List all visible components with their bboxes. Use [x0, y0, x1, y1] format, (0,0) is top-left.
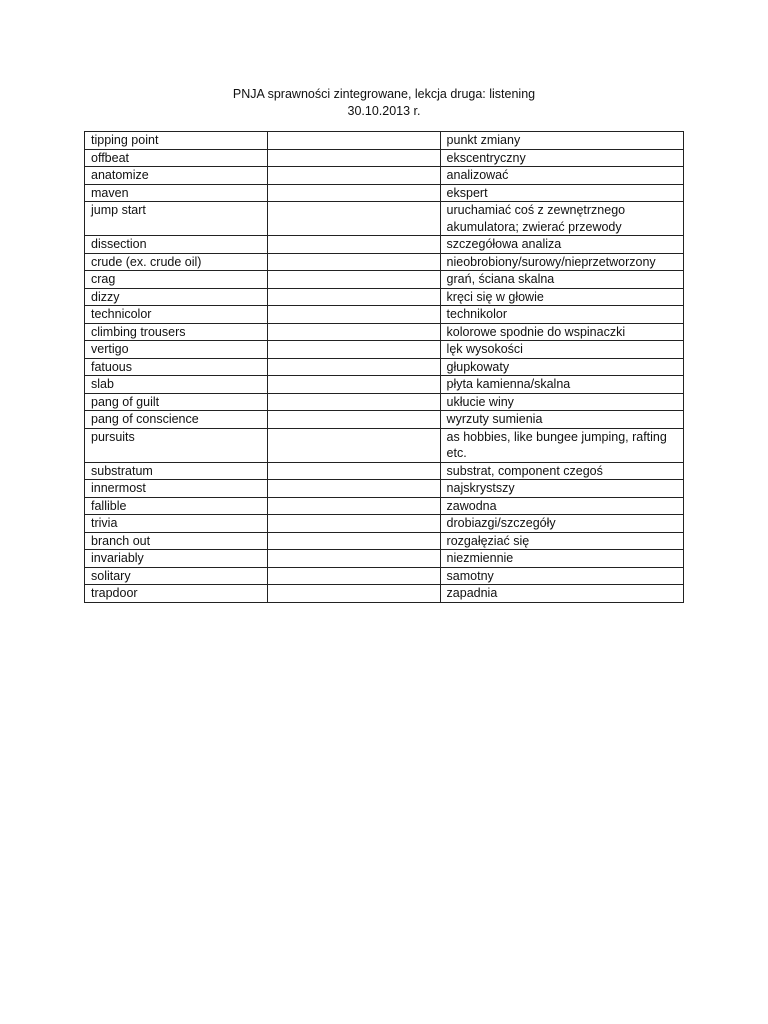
- table-row: [85, 585, 684, 603]
- blank-cell: [267, 341, 440, 359]
- blank-cell: [267, 550, 440, 568]
- translation-cell: grań, ściana skalna: [440, 271, 683, 289]
- term-cell: dissection: [85, 236, 268, 254]
- table-row: [85, 132, 684, 150]
- table-row: [85, 428, 684, 462]
- blank-cell: [267, 393, 440, 411]
- translation-cell: niezmiennie: [440, 550, 683, 568]
- translation-cell: kręci się w głowie: [440, 288, 683, 306]
- term-cell: dizzy: [85, 288, 268, 306]
- table-row: [85, 462, 684, 480]
- table-row: [85, 184, 684, 202]
- document-date: 30.10.2013 r.: [347, 104, 421, 118]
- blank-cell: [267, 428, 440, 462]
- term-cell: vertigo: [85, 341, 268, 359]
- table-row: [85, 550, 684, 568]
- term-cell: climbing trousers: [85, 323, 268, 341]
- blank-cell: [267, 358, 440, 376]
- table-row: [85, 167, 684, 185]
- blank-cell: [267, 411, 440, 429]
- translation-cell: szczegółowa analiza: [440, 236, 683, 254]
- term-cell: innermost: [85, 480, 268, 498]
- term-cell: trivia: [85, 515, 268, 533]
- table-row: [85, 271, 684, 289]
- document-title: PNJA sprawności zintegrowane, lekcja druga: listening: [232, 87, 536, 101]
- translation-cell: kolorowe spodnie do wspinaczki: [440, 323, 683, 341]
- blank-cell: [267, 288, 440, 306]
- translation-cell: zawodna: [440, 497, 683, 515]
- blank-cell: [267, 202, 440, 236]
- blank-cell: [267, 462, 440, 480]
- term-cell: branch out: [85, 532, 268, 550]
- table-row: [85, 236, 684, 254]
- term-cell: pursuits: [85, 428, 268, 462]
- translation-cell: punkt zmiany: [440, 132, 683, 150]
- table-row: [85, 202, 684, 236]
- table-row: [85, 323, 684, 341]
- vocabulary-table-body: [85, 132, 684, 603]
- table-row: [85, 411, 684, 429]
- translation-cell: nieobrobiony/surowy/nieprzetworzony: [440, 253, 683, 271]
- translation-cell: ekscentryczny: [440, 149, 683, 167]
- translation-cell: rozgałęziać się: [440, 532, 683, 550]
- translation-cell: uruchamiać coś z zewnętrznego akumulatora; zwierać przewody: [440, 202, 683, 236]
- term-cell: slab: [85, 376, 268, 394]
- blank-cell: [267, 184, 440, 202]
- term-cell: pang of conscience: [85, 411, 268, 429]
- blank-cell: [267, 323, 440, 341]
- term-cell: pang of guilt: [85, 393, 268, 411]
- table-row: [85, 393, 684, 411]
- blank-cell: [267, 271, 440, 289]
- blank-cell: [267, 585, 440, 603]
- translation-cell: analizować: [440, 167, 683, 185]
- term-cell: substratum: [85, 462, 268, 480]
- table-row: [85, 358, 684, 376]
- table-row: [85, 497, 684, 515]
- term-cell: solitary: [85, 567, 268, 585]
- table-row: [85, 253, 684, 271]
- term-cell: crag: [85, 271, 268, 289]
- translation-cell: samotny: [440, 567, 683, 585]
- translation-cell: najskrystszy: [440, 480, 683, 498]
- document-header: [0, 86, 768, 120]
- blank-cell: [267, 497, 440, 515]
- term-cell: jump start: [85, 202, 268, 236]
- translation-cell: substrat, component czegoś: [440, 462, 683, 480]
- term-cell: anatomize: [85, 167, 268, 185]
- table-row: [85, 480, 684, 498]
- term-cell: fatuous: [85, 358, 268, 376]
- blank-cell: [267, 253, 440, 271]
- translation-cell: as hobbies, like bungee jumping, rafting etc.: [440, 428, 683, 462]
- blank-cell: [267, 132, 440, 150]
- term-cell: crude (ex. crude oil): [85, 253, 268, 271]
- translation-cell: ukłucie winy: [440, 393, 683, 411]
- blank-cell: [267, 567, 440, 585]
- blank-cell: [267, 306, 440, 324]
- table-row: [85, 376, 684, 394]
- table-row: [85, 149, 684, 167]
- term-cell: tipping point: [85, 132, 268, 150]
- term-cell: offbeat: [85, 149, 268, 167]
- term-cell: technicolor: [85, 306, 268, 324]
- term-cell: fallible: [85, 497, 268, 515]
- table-row: [85, 532, 684, 550]
- table-row: [85, 288, 684, 306]
- term-cell: invariably: [85, 550, 268, 568]
- translation-cell: technikolor: [440, 306, 683, 324]
- table-row: [85, 306, 684, 324]
- translation-cell: płyta kamienna/skalna: [440, 376, 683, 394]
- term-cell: maven: [85, 184, 268, 202]
- blank-cell: [267, 167, 440, 185]
- blank-cell: [267, 480, 440, 498]
- translation-cell: zapadnia: [440, 585, 683, 603]
- blank-cell: [267, 149, 440, 167]
- blank-cell: [267, 376, 440, 394]
- translation-cell: głupkowaty: [440, 358, 683, 376]
- blank-cell: [267, 236, 440, 254]
- term-cell: trapdoor: [85, 585, 268, 603]
- table-row: [85, 567, 684, 585]
- table-row: [85, 515, 684, 533]
- translation-cell: lęk wysokości: [440, 341, 683, 359]
- translation-cell: wyrzuty sumienia: [440, 411, 683, 429]
- table-row: [85, 341, 684, 359]
- blank-cell: [267, 515, 440, 533]
- blank-cell: [267, 532, 440, 550]
- translation-cell: ekspert: [440, 184, 683, 202]
- translation-cell: drobiazgi/szczegóły: [440, 515, 683, 533]
- vocabulary-table: [84, 131, 684, 603]
